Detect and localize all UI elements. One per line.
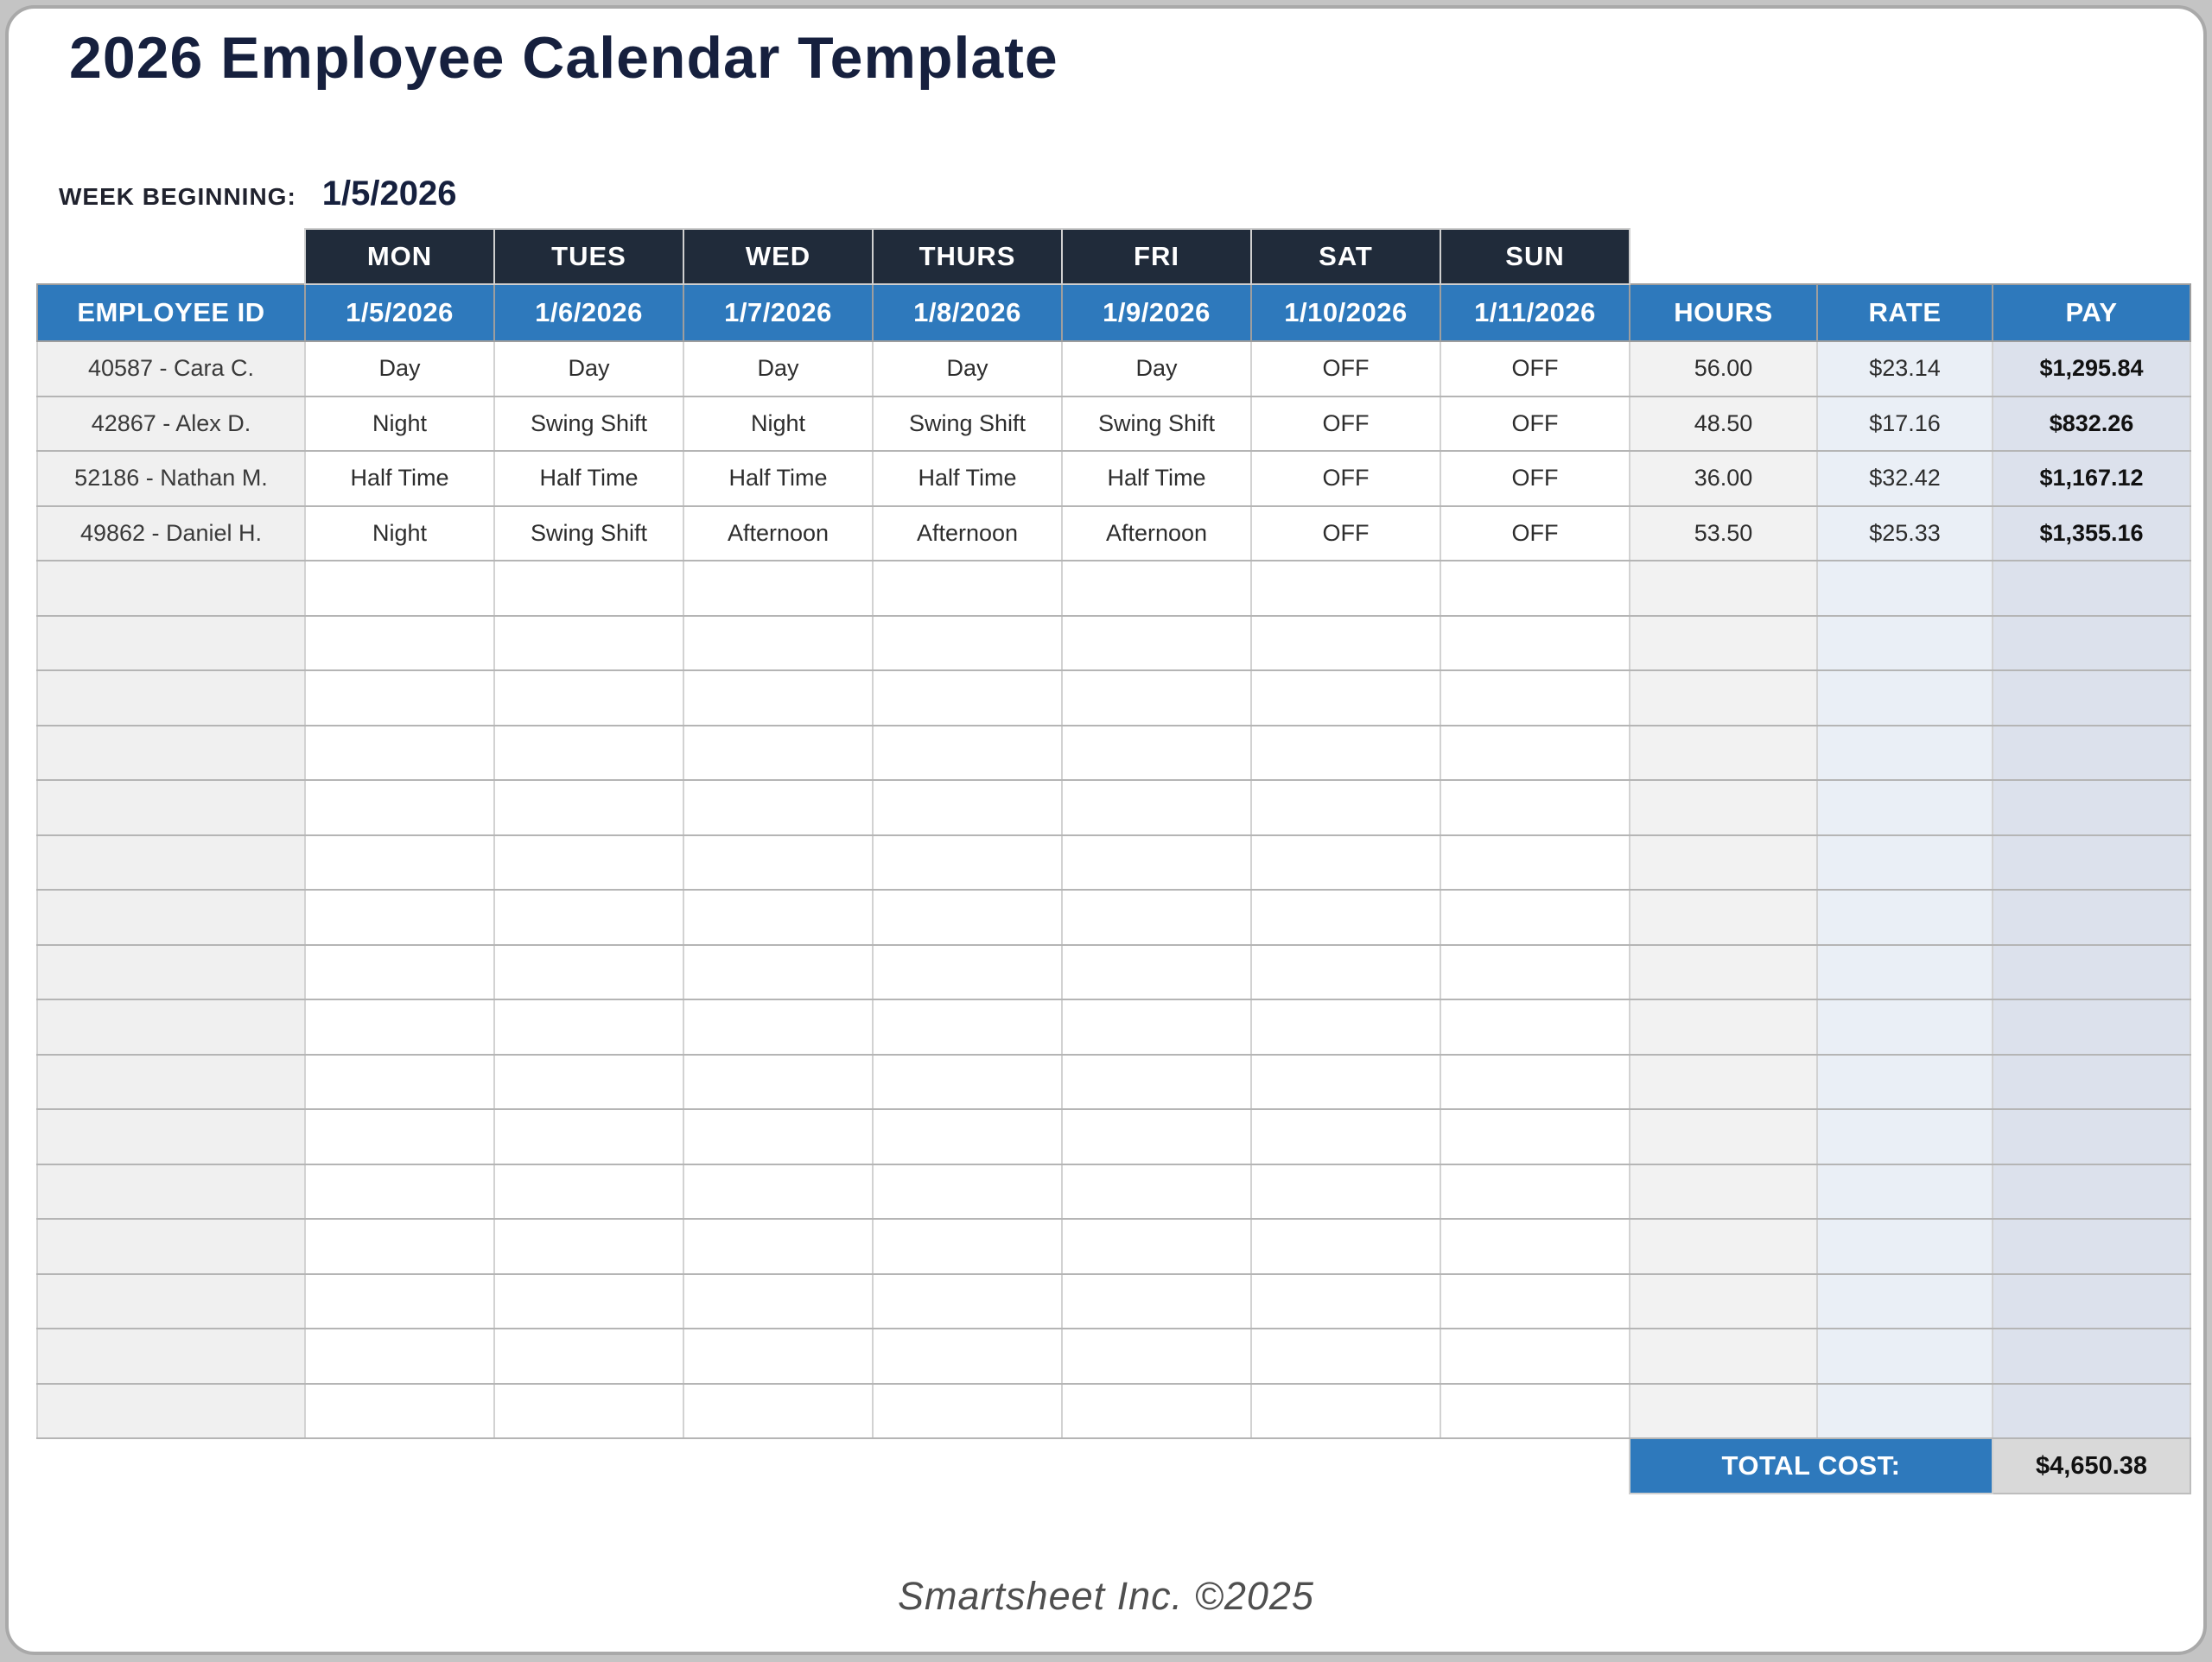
shift-cell[interactable]: [1251, 1329, 1440, 1384]
hours-cell[interactable]: 36.00: [1630, 451, 1817, 506]
shift-cell[interactable]: Day: [683, 341, 873, 396]
shift-cell[interactable]: [1251, 890, 1440, 945]
shift-cell[interactable]: [1062, 1384, 1251, 1439]
rate-cell[interactable]: $23.14: [1817, 341, 1993, 396]
shift-cell[interactable]: [683, 835, 873, 891]
shift-cell[interactable]: [1251, 1109, 1440, 1164]
hours-cell[interactable]: [1630, 726, 1817, 781]
shift-cell[interactable]: [683, 561, 873, 616]
date-header-1: 1/6/2026: [494, 284, 683, 341]
pay-cell[interactable]: $1,167.12: [1993, 451, 2190, 506]
shift-cell[interactable]: [494, 1219, 683, 1274]
shift-cell[interactable]: [305, 1219, 494, 1274]
hours-cell[interactable]: [1630, 835, 1817, 891]
empty-table-row: [37, 1055, 2190, 1110]
empty-table-row: [37, 1164, 2190, 1220]
pay-cell[interactable]: [1993, 1219, 2190, 1274]
shift-cell[interactable]: [1440, 726, 1630, 781]
employee-id-cell[interactable]: [37, 1164, 305, 1220]
shift-cell[interactable]: [1440, 670, 1630, 726]
employee-id-header: EMPLOYEE ID: [37, 284, 305, 341]
shift-cell[interactable]: [683, 1274, 873, 1329]
pay-cell[interactable]: [1993, 561, 2190, 616]
day-header-sun: SUN: [1440, 229, 1630, 284]
shift-cell[interactable]: [305, 561, 494, 616]
page-title: 2026 Employee Calendar Template: [69, 25, 1058, 91]
shift-cell[interactable]: [1062, 945, 1251, 1000]
shift-cell[interactable]: [1062, 1219, 1251, 1274]
table-row: [37, 451, 2190, 506]
shift-cell[interactable]: [683, 1055, 873, 1110]
shift-cell[interactable]: [494, 670, 683, 726]
hours-cell[interactable]: [1630, 561, 1817, 616]
shift-cell[interactable]: OFF: [1251, 396, 1440, 452]
day-header-wed: WED: [683, 229, 873, 284]
empty-table-row: [37, 835, 2190, 891]
shift-cell[interactable]: [1062, 999, 1251, 1055]
shift-cell[interactable]: [305, 1109, 494, 1164]
empty-table-row: [37, 1384, 2190, 1439]
shift-cell[interactable]: [683, 616, 873, 671]
shift-cell[interactable]: [305, 890, 494, 945]
shift-cell[interactable]: [305, 945, 494, 1000]
shift-cell[interactable]: [1062, 835, 1251, 891]
shift-cell[interactable]: [1062, 616, 1251, 671]
total-row: [37, 1438, 2190, 1494]
shift-cell[interactable]: [873, 616, 1062, 671]
day-header-row: [37, 229, 2190, 284]
shift-cell[interactable]: [494, 1329, 683, 1384]
employee-id-cell[interactable]: [37, 1329, 305, 1384]
shift-cell[interactable]: [1440, 616, 1630, 671]
shift-cell[interactable]: [305, 1384, 494, 1439]
employee-id-cell[interactable]: [37, 1274, 305, 1329]
rate-cell[interactable]: $32.42: [1817, 451, 1993, 506]
employee-id-cell[interactable]: [37, 835, 305, 891]
pay-cell[interactable]: [1993, 1329, 2190, 1384]
employee-id-cell[interactable]: 49862 - Daniel H.: [37, 506, 305, 561]
rate-cell[interactable]: [1817, 945, 1993, 1000]
shift-cell[interactable]: [683, 1164, 873, 1220]
shift-cell[interactable]: [1440, 1219, 1630, 1274]
week-beginning: [59, 174, 456, 213]
shift-cell[interactable]: OFF: [1440, 451, 1630, 506]
shift-cell[interactable]: [494, 890, 683, 945]
shift-cell[interactable]: [873, 670, 1062, 726]
pay-cell[interactable]: $1,295.84: [1993, 341, 2190, 396]
rate-cell[interactable]: [1817, 1274, 1993, 1329]
empty-table-row: [37, 561, 2190, 616]
shift-cell[interactable]: [1440, 780, 1630, 835]
date-header-4: 1/9/2026: [1062, 284, 1251, 341]
rate-cell[interactable]: [1817, 1329, 1993, 1384]
shift-cell[interactable]: [873, 945, 1062, 1000]
date-header-2: 1/7/2026: [683, 284, 873, 341]
hours-cell[interactable]: 56.00: [1630, 341, 1817, 396]
shift-cell[interactable]: [1062, 780, 1251, 835]
hours-cell[interactable]: [1630, 1109, 1817, 1164]
empty-table-row: [37, 780, 2190, 835]
shift-cell[interactable]: [305, 1164, 494, 1220]
employee-id-cell[interactable]: [37, 1219, 305, 1274]
empty-table-row: [37, 670, 2190, 726]
employee-id-cell[interactable]: [37, 780, 305, 835]
shift-cell[interactable]: OFF: [1440, 396, 1630, 452]
shift-cell[interactable]: [1251, 999, 1440, 1055]
shift-cell[interactable]: OFF: [1440, 506, 1630, 561]
shift-cell[interactable]: [494, 1384, 683, 1439]
date-header-0: 1/5/2026: [305, 284, 494, 341]
shift-cell[interactable]: [305, 999, 494, 1055]
shift-cell[interactable]: [1440, 1329, 1630, 1384]
spacer-cell: [37, 229, 305, 284]
shift-cell[interactable]: [683, 780, 873, 835]
shift-cell[interactable]: Swing Shift: [1062, 396, 1251, 452]
shift-cell[interactable]: Day: [494, 341, 683, 396]
shift-cell[interactable]: [873, 1384, 1062, 1439]
shift-cell[interactable]: [1062, 890, 1251, 945]
rate-cell[interactable]: [1817, 726, 1993, 781]
shift-cell[interactable]: Night: [305, 396, 494, 452]
shift-cell[interactable]: Half Time: [1062, 451, 1251, 506]
shift-cell[interactable]: [683, 726, 873, 781]
shift-cell[interactable]: [1251, 780, 1440, 835]
pay-cell[interactable]: [1993, 1164, 2190, 1220]
rate-cell[interactable]: $25.33: [1817, 506, 1993, 561]
hours-cell[interactable]: [1630, 616, 1817, 671]
footer-credit: Smartsheet Inc. ©2025: [898, 1574, 1314, 1618]
employee-id-cell[interactable]: [37, 890, 305, 945]
pay-cell[interactable]: [1993, 1274, 2190, 1329]
shift-cell[interactable]: [305, 1055, 494, 1110]
day-header-fri: FRI: [1062, 229, 1251, 284]
shift-cell[interactable]: Day: [873, 341, 1062, 396]
hours-cell[interactable]: [1630, 1274, 1817, 1329]
employee-id-cell[interactable]: [37, 999, 305, 1055]
hours-cell[interactable]: 53.50: [1630, 506, 1817, 561]
shift-cell[interactable]: Afternoon: [1062, 506, 1251, 561]
shift-cell[interactable]: [1251, 670, 1440, 726]
shift-cell[interactable]: Half Time: [305, 451, 494, 506]
employee-id-cell[interactable]: 40587 - Cara C.: [37, 341, 305, 396]
date-header-5: 1/10/2026: [1251, 284, 1440, 341]
shift-cell[interactable]: [873, 1164, 1062, 1220]
rate-cell[interactable]: [1817, 1219, 1993, 1274]
shift-cell[interactable]: [494, 945, 683, 1000]
pay-cell[interactable]: [1993, 726, 2190, 781]
shift-cell[interactable]: [1440, 890, 1630, 945]
rate-cell[interactable]: [1817, 780, 1993, 835]
hours-cell[interactable]: [1630, 1164, 1817, 1220]
shift-cell[interactable]: Half Time: [494, 451, 683, 506]
shift-cell[interactable]: [1440, 1274, 1630, 1329]
shift-cell[interactable]: [873, 1329, 1062, 1384]
shift-cell[interactable]: [1251, 1055, 1440, 1110]
shift-cell[interactable]: [305, 1274, 494, 1329]
shift-cell[interactable]: [1062, 1164, 1251, 1220]
rate-cell[interactable]: [1817, 1055, 1993, 1110]
shift-cell[interactable]: [873, 1109, 1062, 1164]
shift-cell[interactable]: [1251, 835, 1440, 891]
day-header-thurs: THURS: [873, 229, 1062, 284]
hours-header: HOURS: [1630, 284, 1817, 341]
shift-cell[interactable]: [305, 780, 494, 835]
date-header-3: 1/8/2026: [873, 284, 1062, 341]
shift-cell[interactable]: [873, 561, 1062, 616]
rate-cell[interactable]: [1817, 561, 1993, 616]
shift-cell[interactable]: Swing Shift: [494, 396, 683, 452]
shift-cell[interactable]: Half Time: [683, 451, 873, 506]
table-body: [37, 341, 2190, 1438]
total-cost-value: $4,650.38: [1993, 1438, 2190, 1494]
shift-cell[interactable]: [305, 835, 494, 891]
shift-cell[interactable]: [683, 670, 873, 726]
week-beginning-value[interactable]: 1/5/2026: [321, 174, 457, 213]
shift-cell[interactable]: [683, 1329, 873, 1384]
shift-cell[interactable]: [494, 1055, 683, 1110]
shift-cell[interactable]: Night: [683, 396, 873, 452]
shift-cell[interactable]: [1440, 999, 1630, 1055]
shift-cell[interactable]: [494, 999, 683, 1055]
shift-cell[interactable]: [873, 835, 1062, 891]
rate-cell[interactable]: [1817, 670, 1993, 726]
shift-cell[interactable]: [305, 670, 494, 726]
employee-id-cell[interactable]: [37, 1109, 305, 1164]
pay-cell[interactable]: $832.26: [1993, 396, 2190, 452]
pay-cell[interactable]: [1993, 1384, 2190, 1439]
rate-cell[interactable]: [1817, 616, 1993, 671]
table-row: [37, 341, 2190, 396]
employee-id-cell[interactable]: [37, 561, 305, 616]
pay-cell[interactable]: [1993, 1055, 2190, 1110]
empty-table-row: [37, 1274, 2190, 1329]
shift-cell[interactable]: [1251, 1219, 1440, 1274]
hours-cell[interactable]: [1630, 1219, 1817, 1274]
shift-cell[interactable]: [873, 726, 1062, 781]
empty-table-row: [37, 1219, 2190, 1274]
rate-cell[interactable]: [1817, 890, 1993, 945]
empty-table-row: [37, 616, 2190, 671]
shift-cell[interactable]: [1062, 1109, 1251, 1164]
shift-cell[interactable]: [494, 1109, 683, 1164]
shift-cell[interactable]: [683, 1219, 873, 1274]
shift-cell[interactable]: [1251, 726, 1440, 781]
pay-cell[interactable]: [1993, 945, 2190, 1000]
shift-cell[interactable]: [1062, 1329, 1251, 1384]
shift-cell[interactable]: [873, 999, 1062, 1055]
shift-cell[interactable]: [1062, 1274, 1251, 1329]
employee-id-cell[interactable]: [37, 726, 305, 781]
hours-cell[interactable]: [1630, 670, 1817, 726]
shift-cell[interactable]: [305, 1329, 494, 1384]
day-header-tues: TUES: [494, 229, 683, 284]
shift-cell[interactable]: [1440, 1384, 1630, 1439]
shift-cell[interactable]: [683, 999, 873, 1055]
day-header-sat: SAT: [1251, 229, 1440, 284]
rate-cell[interactable]: [1817, 1164, 1993, 1220]
shift-cell[interactable]: [494, 726, 683, 781]
hours-cell[interactable]: 48.50: [1630, 396, 1817, 452]
total-cost-label: TOTAL COST:: [1630, 1438, 1993, 1494]
empty-table-row: [37, 726, 2190, 781]
shift-cell[interactable]: [1251, 1384, 1440, 1439]
pay-cell[interactable]: $1,355.16: [1993, 506, 2190, 561]
shift-cell[interactable]: OFF: [1440, 341, 1630, 396]
employee-id-cell[interactable]: [37, 945, 305, 1000]
shift-cell[interactable]: [305, 616, 494, 671]
shift-cell[interactable]: [1251, 1164, 1440, 1220]
shift-cell[interactable]: Swing Shift: [494, 506, 683, 561]
template-card: [5, 5, 2207, 1655]
hours-cell[interactable]: [1630, 1384, 1817, 1439]
empty-table-row: [37, 945, 2190, 1000]
shift-cell[interactable]: [683, 1109, 873, 1164]
table-row: [37, 396, 2190, 452]
employee-id-cell[interactable]: [37, 1055, 305, 1110]
shift-cell[interactable]: [1251, 945, 1440, 1000]
shift-cell[interactable]: OFF: [1251, 451, 1440, 506]
shift-cell[interactable]: [1440, 1055, 1630, 1110]
shift-cell[interactable]: [1440, 945, 1630, 1000]
employee-id-cell[interactable]: [37, 670, 305, 726]
shift-cell[interactable]: [494, 780, 683, 835]
shift-cell[interactable]: [683, 1384, 873, 1439]
shift-cell[interactable]: [1062, 670, 1251, 726]
shift-cell[interactable]: [1440, 1164, 1630, 1220]
hours-cell[interactable]: [1630, 780, 1817, 835]
shift-cell[interactable]: Afternoon: [683, 506, 873, 561]
pay-header: PAY: [1993, 284, 2190, 341]
pay-cell[interactable]: [1993, 780, 2190, 835]
shift-cell[interactable]: [1440, 1109, 1630, 1164]
empty-table-row: [37, 1109, 2190, 1164]
pay-cell[interactable]: [1993, 890, 2190, 945]
employee-id-cell[interactable]: [37, 616, 305, 671]
rate-cell[interactable]: [1817, 1384, 1993, 1439]
date-header-6: 1/11/2026: [1440, 284, 1630, 341]
shift-cell[interactable]: OFF: [1251, 341, 1440, 396]
shift-cell[interactable]: [494, 1164, 683, 1220]
hours-cell[interactable]: [1630, 945, 1817, 1000]
day-header-mon: MON: [305, 229, 494, 284]
table-row: [37, 506, 2190, 561]
rate-cell[interactable]: $17.16: [1817, 396, 1993, 452]
empty-table-row: [37, 999, 2190, 1055]
employee-id-cell[interactable]: 42867 - Alex D.: [37, 396, 305, 452]
shift-cell[interactable]: [494, 1274, 683, 1329]
shift-cell[interactable]: OFF: [1251, 506, 1440, 561]
spacer-cell: [1630, 229, 2190, 284]
shift-cell[interactable]: Swing Shift: [873, 396, 1062, 452]
employee-id-cell[interactable]: 52186 - Nathan M.: [37, 451, 305, 506]
shift-cell[interactable]: Day: [1062, 341, 1251, 396]
shift-cell[interactable]: [494, 616, 683, 671]
shift-cell[interactable]: [873, 1055, 1062, 1110]
shift-cell[interactable]: Day: [305, 341, 494, 396]
shift-cell[interactable]: [1062, 1055, 1251, 1110]
hours-cell[interactable]: [1630, 1055, 1817, 1110]
week-beginning-label: WEEK BEGINNING:: [59, 183, 296, 210]
rate-cell[interactable]: [1817, 999, 1993, 1055]
shift-cell[interactable]: [1440, 561, 1630, 616]
rate-header: RATE: [1817, 284, 1993, 341]
shift-cell[interactable]: [1062, 726, 1251, 781]
shift-cell[interactable]: [494, 835, 683, 891]
shift-cell[interactable]: Half Time: [873, 451, 1062, 506]
hours-cell[interactable]: [1630, 1329, 1817, 1384]
shift-cell[interactable]: [873, 1219, 1062, 1274]
shift-cell[interactable]: [1440, 835, 1630, 891]
column-header-row: [37, 284, 2190, 341]
hours-cell[interactable]: [1630, 999, 1817, 1055]
shift-cell[interactable]: Night: [305, 506, 494, 561]
employee-calendar-table: [36, 228, 2191, 1494]
shift-cell[interactable]: Afternoon: [873, 506, 1062, 561]
rate-cell[interactable]: [1817, 835, 1993, 891]
shift-cell[interactable]: [873, 890, 1062, 945]
shift-cell[interactable]: [1251, 1274, 1440, 1329]
shift-cell[interactable]: [683, 945, 873, 1000]
shift-cell[interactable]: [494, 561, 683, 616]
pay-cell[interactable]: [1993, 999, 2190, 1055]
shift-cell[interactable]: [1251, 616, 1440, 671]
shift-cell[interactable]: [683, 890, 873, 945]
empty-table-row: [37, 890, 2190, 945]
hours-cell[interactable]: [1630, 890, 1817, 945]
shift-cell[interactable]: [1251, 561, 1440, 616]
shift-cell[interactable]: [305, 726, 494, 781]
rate-cell[interactable]: [1817, 1109, 1993, 1164]
shift-cell[interactable]: [873, 780, 1062, 835]
employee-id-cell[interactable]: [37, 1384, 305, 1439]
pay-cell[interactable]: [1993, 670, 2190, 726]
shift-cell[interactable]: [873, 1274, 1062, 1329]
empty-table-row: [37, 1329, 2190, 1384]
pay-cell[interactable]: [1993, 1109, 2190, 1164]
pay-cell[interactable]: [1993, 616, 2190, 671]
spacer-cell: [37, 1438, 1630, 1494]
shift-cell[interactable]: [1062, 561, 1251, 616]
pay-cell[interactable]: [1993, 835, 2190, 891]
